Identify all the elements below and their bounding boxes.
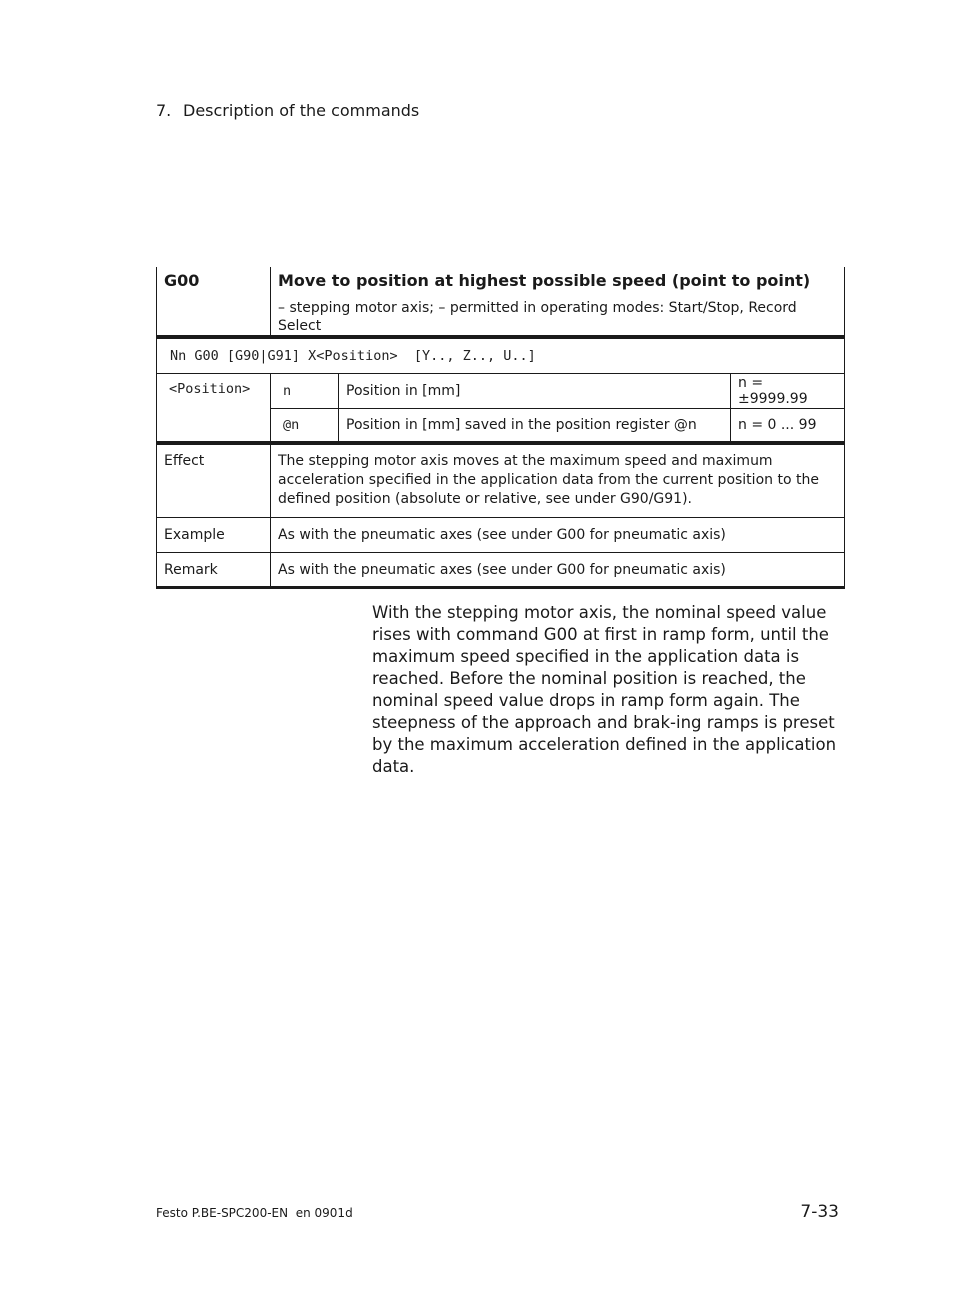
section-number: 7. (156, 101, 172, 120)
remark-row (157, 553, 845, 588)
parameter-description: Position in [mm] (346, 382, 461, 399)
section-header (156, 101, 419, 120)
parameter-description-cell (339, 373, 731, 408)
command-header-row (157, 267, 845, 337)
example-text: As with the pneumatic axes (see under G00 for pneumatic axis) (278, 527, 726, 543)
command-code: G00 (164, 271, 200, 290)
example-label-cell (157, 518, 271, 553)
parameter-range-cell (731, 373, 845, 408)
syntax-cell (157, 337, 845, 373)
parameter-range-cell (731, 408, 845, 443)
body-paragraph: With the stepping motor axis, the nominal speed value rises with command G00 at first in ramp form, until the maximum speed specified in the application data is reached. Before the nominal position is reached, the nominal speed value drops in ramp form again. The steepness of the approach and brak-ing ramps is preset by the maximum acceleration defined in the application data. (372, 603, 837, 776)
command-subtitle: – stepping motor axis; – permitted in operating modes: Start/Stop, Record Select (278, 300, 797, 334)
command-code-cell (157, 267, 271, 337)
parameter-symbol-cell (271, 373, 339, 408)
parameter-symbol: @n (283, 416, 300, 433)
effect-label: Effect (164, 453, 205, 469)
footer-document-id: Festo P.BE-SPC200-EN en 0901d (156, 1206, 353, 1220)
section-title: Description of the commands (183, 101, 420, 120)
effect-text: The stepping motor axis moves at the maximum speed and maximum acceleration specified in the application data from the current position to the defined position (absolute or relative, see under G90/G91). (278, 453, 819, 507)
parameter-row (157, 373, 845, 408)
command-table (156, 267, 845, 589)
parameter-symbol-cell (271, 408, 339, 443)
footer-page-number: 7-33 (800, 1202, 839, 1222)
effect-row (157, 443, 845, 518)
example-text-cell (271, 518, 845, 553)
remark-label: Remark (164, 561, 218, 578)
parameter-range: n = 0 ... 99 (738, 416, 817, 433)
command-title: Move to position at highest possible speed (point to point) (278, 271, 811, 290)
parameter-description-cell (339, 408, 731, 443)
parameter-name: <Position> (169, 380, 251, 397)
remark-text-cell (271, 553, 845, 588)
remark-label-cell (157, 553, 271, 588)
parameter-description: Position in [mm] saved in the position register @n (346, 416, 697, 433)
example-label: Example (164, 527, 225, 543)
parameter-name-cell (157, 373, 271, 443)
command-title-cell (271, 267, 845, 337)
syntax-row (157, 337, 845, 373)
parameter-symbol: n (283, 382, 292, 399)
effect-text-cell (271, 443, 845, 518)
effect-label-cell (157, 443, 271, 518)
remark-text: As with the pneumatic axes (see under G00 for pneumatic axis) (278, 561, 726, 578)
parameter-range: n = ±9999.99 (738, 374, 808, 407)
example-row (157, 518, 845, 553)
syntax-text: Nn G00 [G90|G91] X<Position> [Y.., Z.., U..] (170, 347, 536, 364)
